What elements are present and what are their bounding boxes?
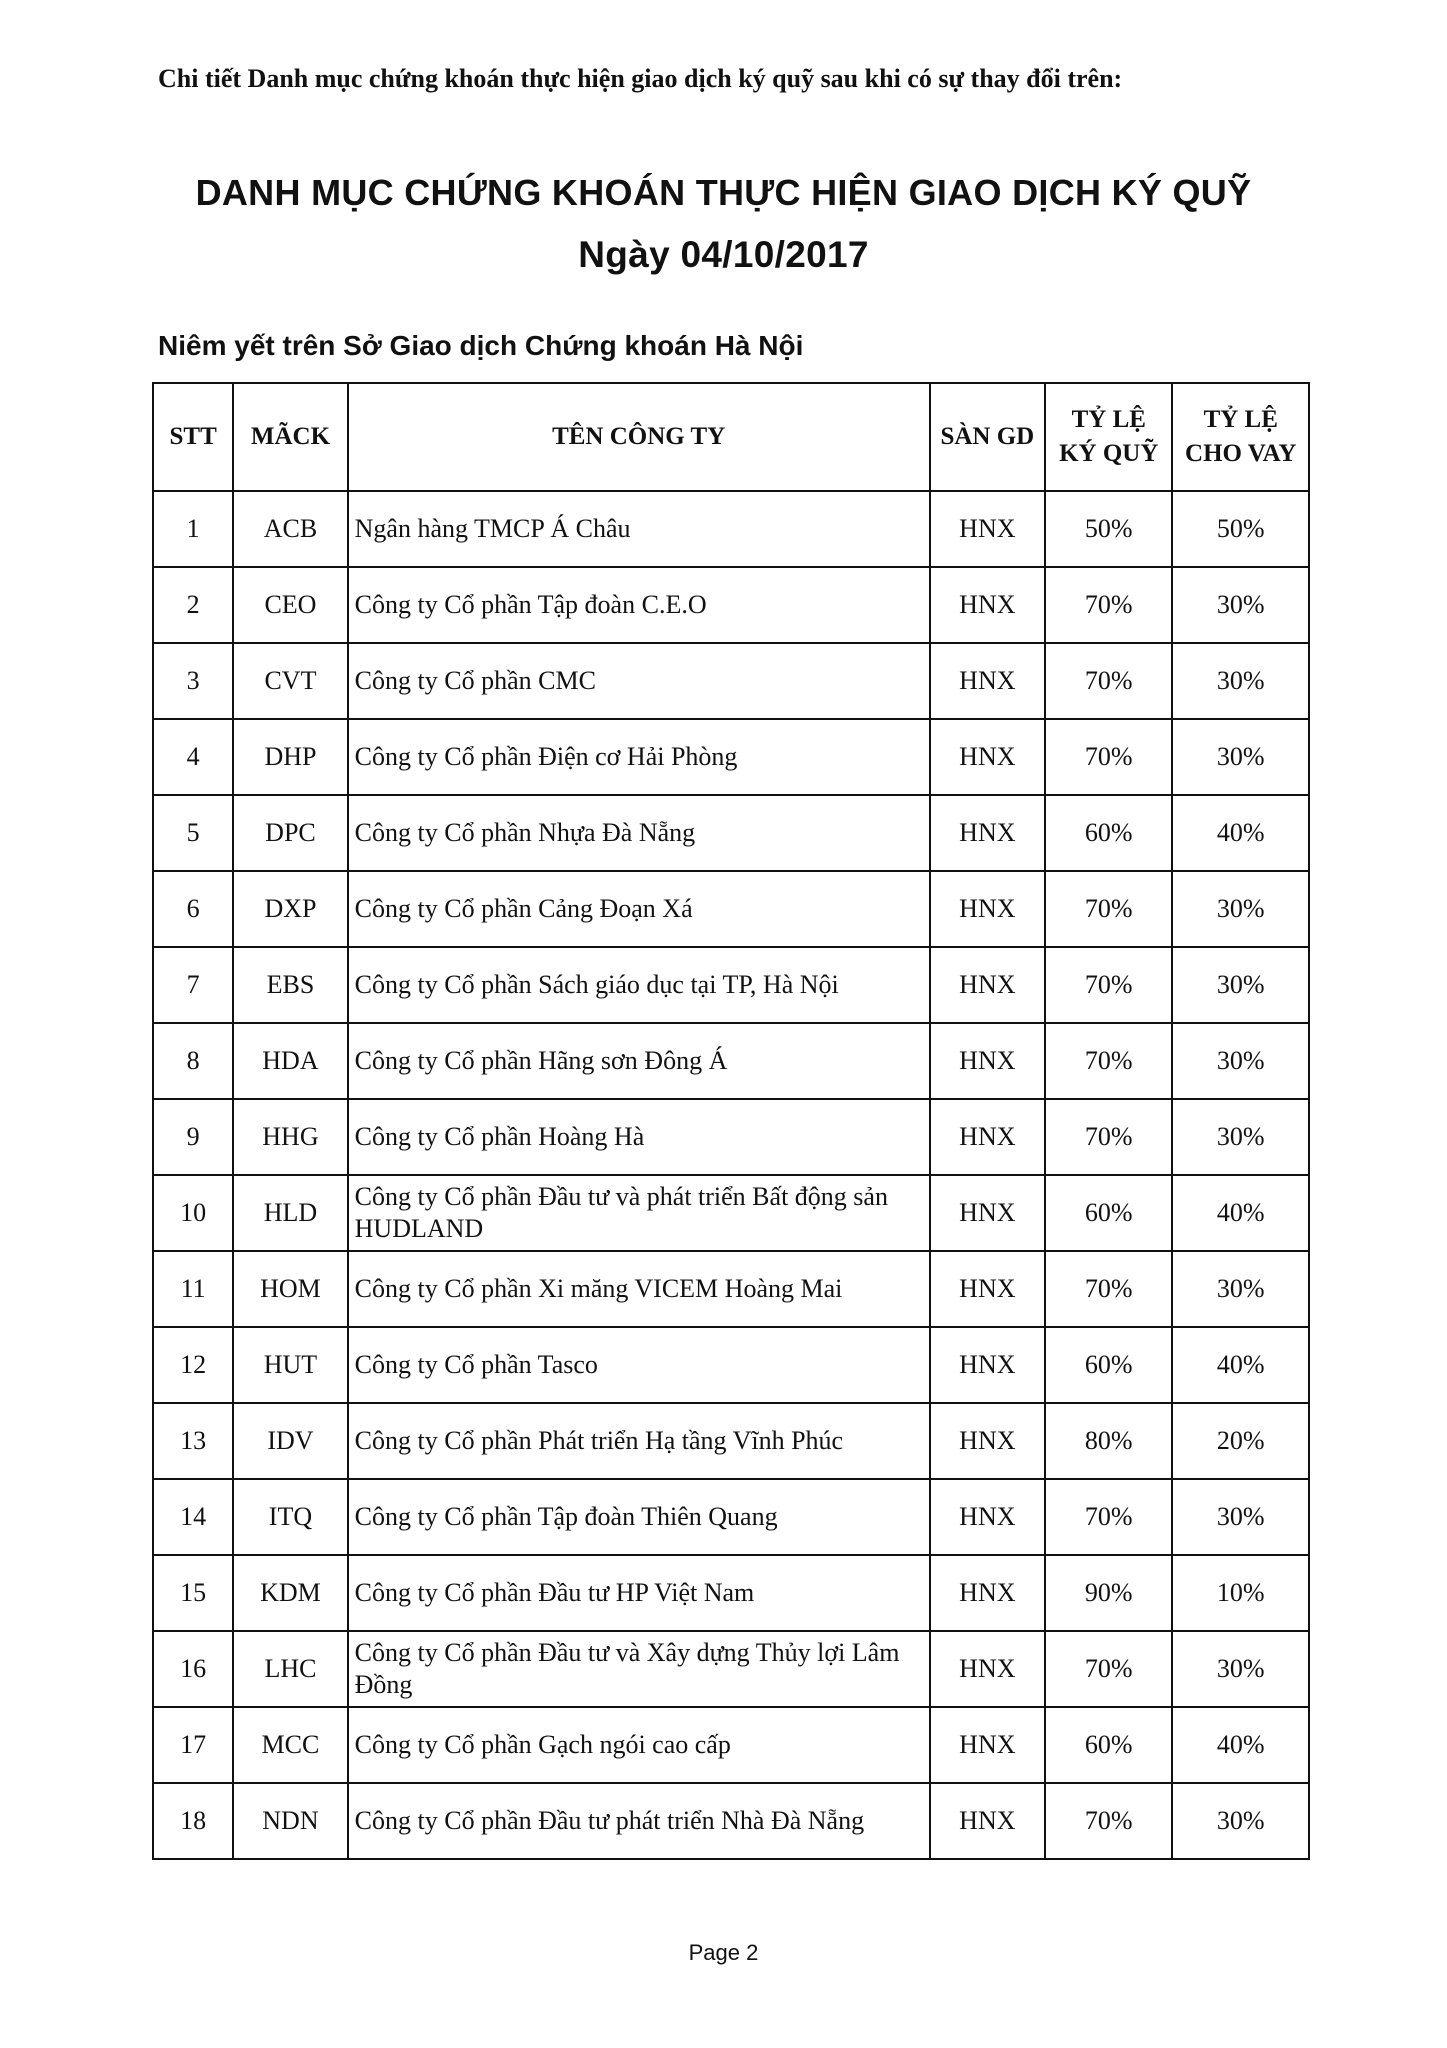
cell-stock-code: HDA: [233, 1023, 347, 1099]
intro-text: Chi tiết Danh mục chứng khoán thực hiện giao dịch ký quỹ sau khi có sự thay đổi trên:: [158, 64, 1123, 93]
cell-margin-ratio: 90%: [1045, 1555, 1172, 1631]
cell-stock-code: KDM: [233, 1555, 347, 1631]
cell-stt: 16: [153, 1631, 233, 1707]
cell-margin-ratio: 70%: [1045, 567, 1172, 643]
cell-margin-ratio: 70%: [1045, 947, 1172, 1023]
header-loan-ratio: [1172, 383, 1309, 491]
table-row: [153, 1251, 1309, 1327]
cell-margin-ratio: 60%: [1045, 795, 1172, 871]
page-number: Page 2: [688, 1940, 759, 1965]
table-row: [153, 567, 1309, 643]
cell-exchange: HNX: [930, 567, 1045, 643]
cell-company-name: Công ty Cổ phần Nhựa Đà Nẵng: [348, 795, 930, 871]
document-date: Ngày 04/10/2017: [578, 234, 869, 275]
cell-loan-ratio: 30%: [1172, 1023, 1309, 1099]
cell-company-name: Ngân hàng TMCP Á Châu: [348, 491, 930, 567]
cell-stt: 14: [153, 1479, 233, 1555]
cell-exchange: HNX: [930, 1707, 1045, 1783]
cell-company-name: Công ty Cổ phần Gạch ngói cao cấp: [348, 1707, 930, 1783]
cell-company-name: Công ty Cổ phần Cảng Đoạn Xá: [348, 871, 930, 947]
table-row: [153, 795, 1309, 871]
cell-loan-ratio: 30%: [1172, 719, 1309, 795]
cell-loan-ratio: 50%: [1172, 491, 1309, 567]
cell-exchange: HNX: [930, 1175, 1045, 1251]
cell-stock-code: DXP: [233, 871, 347, 947]
cell-exchange: HNX: [930, 947, 1045, 1023]
cell-margin-ratio: 70%: [1045, 1631, 1172, 1707]
cell-loan-ratio: 40%: [1172, 1175, 1309, 1251]
cell-stt: 5: [153, 795, 233, 871]
header-exchange: SÀN GD: [930, 383, 1045, 491]
cell-loan-ratio: 30%: [1172, 1631, 1309, 1707]
cell-stt: 10: [153, 1175, 233, 1251]
cell-loan-ratio: 40%: [1172, 1327, 1309, 1403]
cell-exchange: HNX: [930, 719, 1045, 795]
table-row: [153, 1327, 1309, 1403]
cell-stt: 1: [153, 491, 233, 567]
cell-stt: 8: [153, 1023, 233, 1099]
cell-exchange: HNX: [930, 1479, 1045, 1555]
cell-stt: 12: [153, 1327, 233, 1403]
cell-company-name: Công ty Cổ phần Tập đoàn Thiên Quang: [348, 1479, 930, 1555]
cell-margin-ratio: 60%: [1045, 1707, 1172, 1783]
cell-margin-ratio: 70%: [1045, 643, 1172, 719]
cell-stock-code: CVT: [233, 643, 347, 719]
cell-stt: 15: [153, 1555, 233, 1631]
cell-exchange: HNX: [930, 1327, 1045, 1403]
cell-company-name: Công ty Cổ phần CMC: [348, 643, 930, 719]
cell-loan-ratio: 20%: [1172, 1403, 1309, 1479]
cell-company-name: Công ty Cổ phần Đầu tư HP Việt Nam: [348, 1555, 930, 1631]
cell-exchange: HNX: [930, 643, 1045, 719]
cell-stt: 13: [153, 1403, 233, 1479]
cell-loan-ratio: 30%: [1172, 1251, 1309, 1327]
table-row: [153, 1023, 1309, 1099]
cell-stock-code: MCC: [233, 1707, 347, 1783]
cell-company-name: Công ty Cổ phần Tập đoàn C.E.O: [348, 567, 930, 643]
cell-loan-ratio: 40%: [1172, 1707, 1309, 1783]
cell-margin-ratio: 70%: [1045, 1251, 1172, 1327]
cell-stock-code: LHC: [233, 1631, 347, 1707]
cell-margin-ratio: 80%: [1045, 1403, 1172, 1479]
cell-stt: 2: [153, 567, 233, 643]
cell-company-name: Công ty Cổ phần Đầu tư phát triển Nhà Đà Nẵng: [348, 1783, 930, 1859]
header-loan-line2: CHO VAY: [1185, 440, 1297, 467]
cell-stock-code: IDV: [233, 1403, 347, 1479]
cell-stt: 6: [153, 871, 233, 947]
cell-stt: 3: [153, 643, 233, 719]
cell-company-name: Công ty Cổ phần Hoàng Hà: [348, 1099, 930, 1175]
header-company-name: TÊN CÔNG TY: [348, 383, 930, 491]
cell-stt: 7: [153, 947, 233, 1023]
header-margin-ratio: [1045, 383, 1172, 491]
table-row: [153, 871, 1309, 947]
document-title: DANH MỤC CHỨNG KHOÁN THỰC HIỆN GIAO DỊCH KÝ QUỸ: [195, 172, 1252, 213]
securities-table: [152, 382, 1310, 1860]
table-row: [153, 1099, 1309, 1175]
cell-stock-code: DPC: [233, 795, 347, 871]
table-row: [153, 1403, 1309, 1479]
cell-exchange: HNX: [930, 491, 1045, 567]
cell-stock-code: HHG: [233, 1099, 347, 1175]
header-loan-line1: TỶ LỆ: [1203, 406, 1278, 433]
table-row: [153, 1707, 1309, 1783]
cell-company-name: Công ty Cổ phần Đầu tư và Xây dựng Thủy lợi Lâm Đồng: [348, 1631, 930, 1707]
cell-stock-code: CEO: [233, 567, 347, 643]
cell-loan-ratio: 30%: [1172, 1479, 1309, 1555]
cell-stock-code: HOM: [233, 1251, 347, 1327]
table-row: [153, 719, 1309, 795]
cell-exchange: HNX: [930, 871, 1045, 947]
cell-margin-ratio: 70%: [1045, 1023, 1172, 1099]
cell-exchange: HNX: [930, 1099, 1045, 1175]
cell-exchange: HNX: [930, 795, 1045, 871]
cell-exchange: HNX: [930, 1631, 1045, 1707]
cell-stock-code: EBS: [233, 947, 347, 1023]
table-row: [153, 1783, 1309, 1859]
cell-exchange: HNX: [930, 1251, 1045, 1327]
header-code: MÃCK: [233, 383, 347, 491]
table-row: [153, 1479, 1309, 1555]
cell-margin-ratio: 60%: [1045, 1327, 1172, 1403]
cell-stt: 4: [153, 719, 233, 795]
cell-margin-ratio: 50%: [1045, 491, 1172, 567]
cell-stock-code: NDN: [233, 1783, 347, 1859]
cell-margin-ratio: 70%: [1045, 1783, 1172, 1859]
cell-exchange: HNX: [930, 1555, 1045, 1631]
cell-company-name: Công ty Cổ phần Điện cơ Hải Phòng: [348, 719, 930, 795]
cell-margin-ratio: 70%: [1045, 871, 1172, 947]
table-row: [153, 1631, 1309, 1707]
cell-margin-ratio: 70%: [1045, 1479, 1172, 1555]
cell-stt: 17: [153, 1707, 233, 1783]
table-header-row: [153, 383, 1309, 491]
cell-company-name: Công ty Cổ phần Phát triển Hạ tầng Vĩnh Phúc: [348, 1403, 930, 1479]
table-row: [153, 1175, 1309, 1251]
table-row: [153, 1555, 1309, 1631]
cell-loan-ratio: 30%: [1172, 567, 1309, 643]
cell-stt: 9: [153, 1099, 233, 1175]
cell-margin-ratio: 60%: [1045, 1175, 1172, 1251]
cell-margin-ratio: 70%: [1045, 1099, 1172, 1175]
cell-stt: 11: [153, 1251, 233, 1327]
cell-exchange: HNX: [930, 1023, 1045, 1099]
cell-exchange: HNX: [930, 1403, 1045, 1479]
cell-company-name: Công ty Cổ phần Hãng sơn Đông Á: [348, 1023, 930, 1099]
cell-loan-ratio: 30%: [1172, 1099, 1309, 1175]
cell-stock-code: ACB: [233, 491, 347, 567]
header-stt: STT: [153, 383, 233, 491]
cell-stock-code: HUT: [233, 1327, 347, 1403]
cell-loan-ratio: 30%: [1172, 643, 1309, 719]
cell-margin-ratio: 70%: [1045, 719, 1172, 795]
cell-stock-code: ITQ: [233, 1479, 347, 1555]
cell-stt: 18: [153, 1783, 233, 1859]
cell-loan-ratio: 30%: [1172, 1783, 1309, 1859]
header-margin-line1: TỶ LỆ: [1071, 406, 1146, 433]
table-row: [153, 947, 1309, 1023]
header-margin-line2: KÝ QUỸ: [1059, 440, 1159, 467]
table-row: [153, 491, 1309, 567]
section-heading: Niêm yết trên Sở Giao dịch Chứng khoán Hà Nội: [158, 330, 804, 361]
cell-loan-ratio: 30%: [1172, 871, 1309, 947]
cell-loan-ratio: 10%: [1172, 1555, 1309, 1631]
cell-exchange: HNX: [930, 1783, 1045, 1859]
cell-company-name: Công ty Cổ phần Đầu tư và phát triển Bất động sản HUDLAND: [348, 1175, 930, 1251]
cell-stock-code: DHP: [233, 719, 347, 795]
cell-company-name: Công ty Cổ phần Sách giáo dục tại TP, Hà Nội: [348, 947, 930, 1023]
cell-loan-ratio: 30%: [1172, 947, 1309, 1023]
cell-loan-ratio: 40%: [1172, 795, 1309, 871]
table-row: [153, 643, 1309, 719]
table-body: [153, 491, 1309, 1859]
cell-stock-code: HLD: [233, 1175, 347, 1251]
cell-company-name: Công ty Cổ phần Xi măng VICEM Hoàng Mai: [348, 1251, 930, 1327]
cell-company-name: Công ty Cổ phần Tasco: [348, 1327, 930, 1403]
